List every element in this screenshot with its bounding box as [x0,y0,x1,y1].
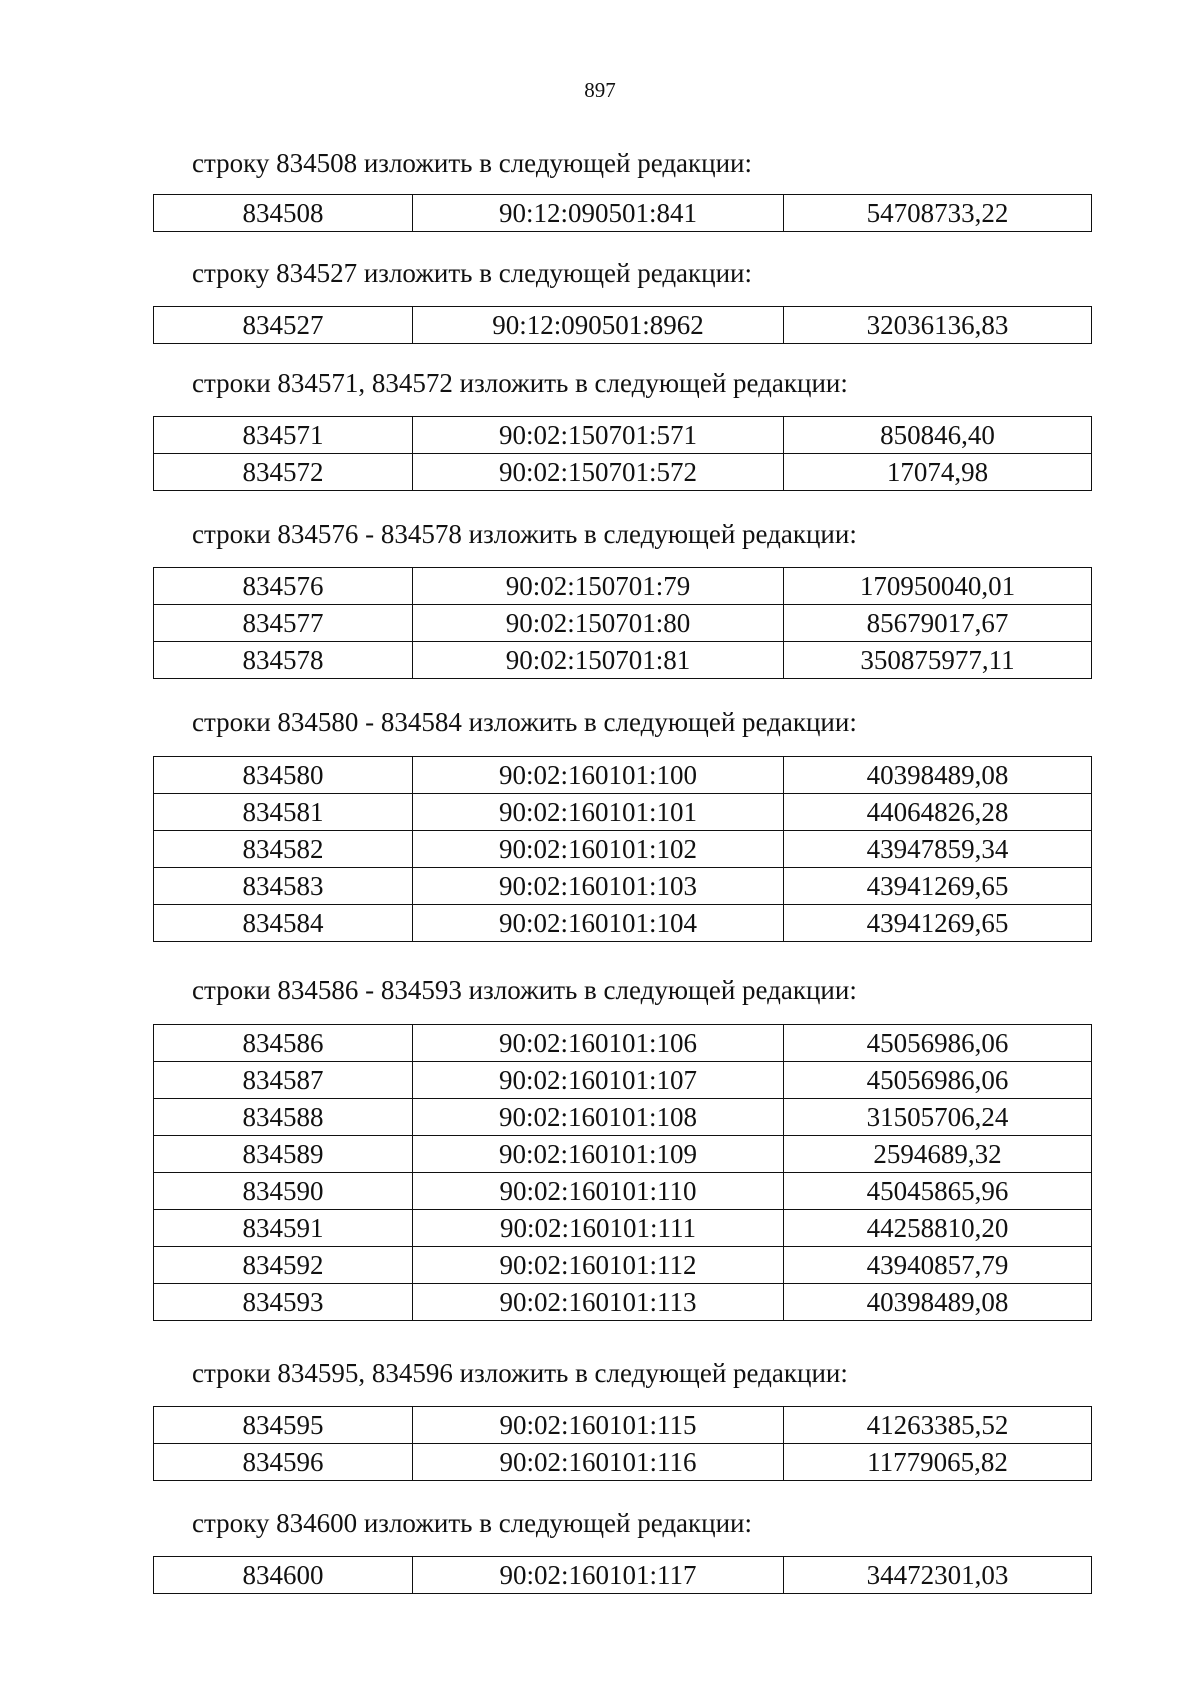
cadastral-value-cell: 850846,40 [784,417,1092,454]
table-row [154,1173,1092,1210]
amendment-table [153,1024,1092,1321]
cadastral-value-cell: 32036136,83 [784,307,1092,344]
row-number-cell: 834581 [154,794,413,831]
cadastral-value-cell: 43941269,65 [784,905,1092,942]
cadastral-value-cell: 44064826,28 [784,794,1092,831]
table-row [154,417,1092,454]
amendment-table [153,416,1092,491]
row-number-cell: 834591 [154,1210,413,1247]
table-row [154,195,1092,232]
table-row [154,568,1092,605]
row-number-cell: 834583 [154,868,413,905]
amendment-table [153,1406,1092,1481]
cadastral-value-cell: 45056986,06 [784,1062,1092,1099]
cadastral-number-cell: 90:02:150701:572 [413,454,784,491]
table-row [154,605,1092,642]
cadastral-value-cell: 44258810,20 [784,1210,1092,1247]
amendment-table [153,756,1092,942]
row-number-cell: 834589 [154,1136,413,1173]
cadastral-value-cell: 34472301,03 [784,1557,1092,1594]
row-number-cell: 834580 [154,757,413,794]
row-number-cell: 834593 [154,1284,413,1321]
cadastral-value-cell: 43940857,79 [784,1247,1092,1284]
cadastral-number-cell: 90:02:150701:81 [413,642,784,679]
section-heading: строку 834527 изложить в следующей редакции: [192,258,753,288]
section-heading: строки 834580 - 834584 изложить в следующей редакции: [192,707,857,737]
table-row [154,831,1092,868]
row-number-cell: 834590 [154,1173,413,1210]
table-row [154,454,1092,491]
section-heading: строки 834595, 834596 изложить в следующей редакции: [192,1358,848,1388]
row-number-cell: 834588 [154,1099,413,1136]
cadastral-number-cell: 90:02:160101:108 [413,1099,784,1136]
cadastral-number-cell: 90:02:160101:112 [413,1247,784,1284]
table-row [154,1136,1092,1173]
amendment-table [153,1556,1092,1594]
table-row [154,1444,1092,1481]
cadastral-number-cell: 90:02:160101:117 [413,1557,784,1594]
table-row [154,1557,1092,1594]
row-number-cell: 834600 [154,1557,413,1594]
table-row [154,1025,1092,1062]
row-number-cell: 834571 [154,417,413,454]
row-number-cell: 834578 [154,642,413,679]
page-number: 897 [584,78,616,102]
cadastral-value-cell: 40398489,08 [784,757,1092,794]
cadastral-number-cell: 90:12:090501:841 [413,195,784,232]
amendment-table [153,567,1092,679]
row-number-cell: 834586 [154,1025,413,1062]
row-number-cell: 834576 [154,568,413,605]
cadastral-number-cell: 90:02:150701:79 [413,568,784,605]
cadastral-value-cell: 43947859,34 [784,831,1092,868]
table-row [154,757,1092,794]
table-row [154,794,1092,831]
cadastral-number-cell: 90:02:160101:115 [413,1407,784,1444]
table-row [154,868,1092,905]
row-number-cell: 834596 [154,1444,413,1481]
cadastral-number-cell: 90:02:160101:110 [413,1173,784,1210]
row-number-cell: 834577 [154,605,413,642]
section-heading: строку 834600 изложить в следующей редакции: [192,1508,753,1538]
table-row [154,1247,1092,1284]
cadastral-number-cell: 90:02:160101:103 [413,868,784,905]
table-row [154,642,1092,679]
cadastral-number-cell: 90:02:160101:116 [413,1444,784,1481]
cadastral-value-cell: 40398489,08 [784,1284,1092,1321]
cadastral-value-cell: 170950040,01 [784,568,1092,605]
cadastral-value-cell: 11779065,82 [784,1444,1092,1481]
row-number-cell: 834584 [154,905,413,942]
section-heading: строки 834571, 834572 изложить в следующей редакции: [192,368,848,398]
cadastral-number-cell: 90:02:160101:113 [413,1284,784,1321]
cadastral-number-cell: 90:02:160101:109 [413,1136,784,1173]
row-number-cell: 834592 [154,1247,413,1284]
row-number-cell: 834582 [154,831,413,868]
table-row [154,1407,1092,1444]
cadastral-value-cell: 350875977,11 [784,642,1092,679]
table-row [154,1099,1092,1136]
section-heading: строки 834576 - 834578 изложить в следующей редакции: [192,519,857,549]
cadastral-number-cell: 90:02:150701:571 [413,417,784,454]
cadastral-value-cell: 54708733,22 [784,195,1092,232]
cadastral-number-cell: 90:02:160101:106 [413,1025,784,1062]
row-number-cell: 834595 [154,1407,413,1444]
amendment-table [153,306,1092,344]
cadastral-value-cell: 17074,98 [784,454,1092,491]
table-row [154,1284,1092,1321]
cadastral-value-cell: 85679017,67 [784,605,1092,642]
cadastral-value-cell: 45056986,06 [784,1025,1092,1062]
table-row [154,905,1092,942]
cadastral-value-cell: 31505706,24 [784,1099,1092,1136]
row-number-cell: 834572 [154,454,413,491]
cadastral-number-cell: 90:12:090501:8962 [413,307,784,344]
cadastral-value-cell: 41263385,52 [784,1407,1092,1444]
cadastral-number-cell: 90:02:160101:102 [413,831,784,868]
cadastral-number-cell: 90:02:160101:104 [413,905,784,942]
row-number-cell: 834587 [154,1062,413,1099]
cadastral-number-cell: 90:02:150701:80 [413,605,784,642]
row-number-cell: 834527 [154,307,413,344]
cadastral-number-cell: 90:02:160101:100 [413,757,784,794]
row-number-cell: 834508 [154,195,413,232]
cadastral-value-cell: 45045865,96 [784,1173,1092,1210]
cadastral-number-cell: 90:02:160101:101 [413,794,784,831]
section-heading: строку 834508 изложить в следующей редакции: [192,148,753,178]
amendment-table [153,194,1092,232]
cadastral-number-cell: 90:02:160101:107 [413,1062,784,1099]
table-row [154,1210,1092,1247]
section-heading: строки 834586 - 834593 изложить в следующей редакции: [192,975,857,1005]
cadastral-number-cell: 90:02:160101:111 [413,1210,784,1247]
cadastral-value-cell: 43941269,65 [784,868,1092,905]
table-row [154,1062,1092,1099]
table-row [154,307,1092,344]
cadastral-value-cell: 2594689,32 [784,1136,1092,1173]
